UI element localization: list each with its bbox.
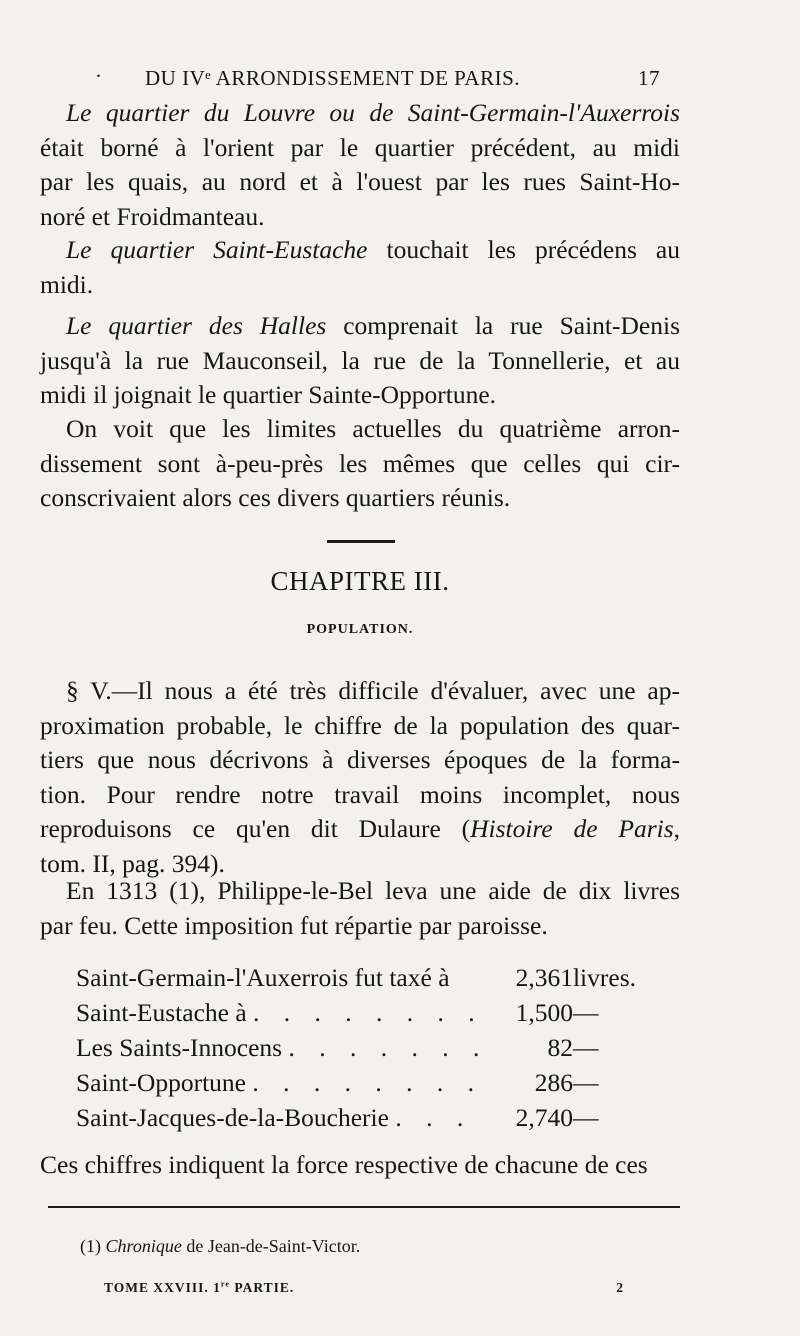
text-run: touchait les précédens au (367, 235, 680, 264)
leader-dots: . . . . . . . . (252, 1068, 483, 1097)
header-dot: · (95, 64, 103, 88)
text-line: proximation probable, le chiffre de la population des quar- (40, 710, 680, 740)
parish-name: Saint-Eustache à (76, 998, 247, 1027)
parish-cell (76, 960, 488, 995)
text-line: midi. (40, 269, 94, 299)
parish-cell (76, 1030, 488, 1065)
amount-cell: 2,740 (515, 1103, 573, 1132)
parish-cell (76, 1065, 488, 1100)
text-line: par feu. Cette imposition fut répartie par paroisse. (40, 910, 548, 940)
signature-part: PARTIE. (229, 1280, 295, 1295)
parish-name: Saint-Germain-l'Auxerrois fut taxé à (76, 963, 450, 992)
table-row (76, 1030, 636, 1065)
unit-cell: livres. (572, 963, 636, 992)
text-line: tom. II, pag. 394). (40, 848, 225, 878)
parish-cell (76, 1100, 488, 1135)
paragraph-limits (40, 412, 680, 516)
text-run: reproduisons ce qu'en dit Dulaure ( (40, 814, 471, 843)
unit-cell: — (572, 1103, 599, 1132)
running-header (95, 62, 660, 96)
parish-name: Les Saints-Innocens (76, 1033, 283, 1062)
chapter-subtitle: POPULATION. (306, 622, 414, 637)
leader-dots: . . . . . . . . (253, 998, 484, 1027)
signature-mark (104, 1280, 624, 1296)
unit-cell: — (572, 1033, 599, 1062)
page-number: 17 (638, 66, 660, 90)
footnote-text: de Jean-de-Saint-Victor. (181, 1236, 361, 1256)
text-line: Ces chiffres indiquent la force respective de chacune de ces (40, 1150, 648, 1179)
text-line (40, 233, 680, 268)
text-run: comprenait la rue Saint-Denis (326, 311, 680, 340)
paragraph-saint-eustache (40, 233, 680, 302)
unit-cell: — (572, 998, 599, 1027)
signature-sup: re (220, 1279, 230, 1289)
paragraph-halles (40, 309, 680, 413)
parish-cell (76, 995, 488, 1030)
chapter-divider (327, 540, 395, 543)
text-line: midi il joignait le quartier Sainte-Opportune. (40, 380, 497, 409)
text-line: noré et Froidmanteau. (40, 201, 265, 231)
text-line (40, 309, 680, 344)
tax-table (76, 960, 636, 1135)
parish-name: Saint-Jacques-de-la-Boucherie (76, 1103, 389, 1132)
footnote-title: Chronique (105, 1236, 182, 1256)
quarter-name: Le quartier des Halles (66, 311, 327, 340)
text-line: était borné à l'orient par le quartier précédent, au midi (40, 132, 680, 162)
chapter-title: CHAPITRE III. (270, 566, 450, 596)
quarter-name: Le quartier Saint-Eustache (66, 235, 368, 264)
text-line (40, 812, 680, 847)
quarter-name: Le quartier du Louvre ou de Saint-Germain-l'Auxerrois (66, 98, 680, 127)
table-row (76, 1065, 636, 1100)
paragraph-section-v (40, 674, 680, 881)
leader-dots: . . . (395, 1103, 473, 1132)
table-row (76, 995, 636, 1030)
signature-number: 2 (616, 1280, 624, 1295)
paragraph-figures (40, 1148, 680, 1183)
amount-cell: 82 (547, 1033, 573, 1062)
text-line: dissement sont à-peu-près les mêmes que celles qui cir- (40, 448, 680, 478)
amount-cell: 286 (534, 1068, 573, 1097)
work-title: Histoire de Paris (470, 814, 674, 843)
text-line: jusqu'à la rue Mauconseil, la rue de la Tonnellerie, et au (40, 345, 680, 375)
text-line: tiers que nous décrivons à diverses époques de la forma- (40, 745, 680, 774)
running-title: DU IVᵉ ARRONDISSEMENT DE PARIS. (145, 66, 521, 90)
leader-dots: . . . . . . . (288, 1033, 489, 1062)
text-line: En 1313 (1), Philippe-le-Bel leva une aide de dix livres (66, 876, 680, 905)
amount-cell: 2,361 (515, 963, 573, 992)
parish-name: Saint-Opportune (76, 1068, 246, 1097)
text-line: tion. Pour rendre notre travail moins incomplet, nous (40, 779, 680, 809)
text-line: On voit que les limites actuelles du quatrième arron- (66, 414, 680, 443)
footnote (80, 1236, 360, 1257)
signature-volume: TOME XXVIII. 1 (104, 1280, 221, 1295)
text-line: conscrivaient alors ces divers quartiers réunis. (40, 483, 511, 512)
unit-cell: — (572, 1068, 599, 1097)
footnote-marker: (1) (80, 1236, 106, 1256)
text-run: , (673, 814, 680, 843)
amount-cell: 1,500 (515, 998, 573, 1027)
paragraph-louvre (40, 96, 680, 234)
paragraph-1313 (40, 874, 680, 943)
text-line: par les quais, au nord et à l'ouest par les rues Saint-Ho- (40, 167, 680, 196)
text-line (40, 96, 680, 131)
footnote-rule (48, 1206, 680, 1208)
table-row (76, 1100, 636, 1135)
table-row (76, 960, 636, 995)
text-line: § V.—Il nous a été très difficile d'évaluer, avec une ap- (66, 676, 680, 705)
